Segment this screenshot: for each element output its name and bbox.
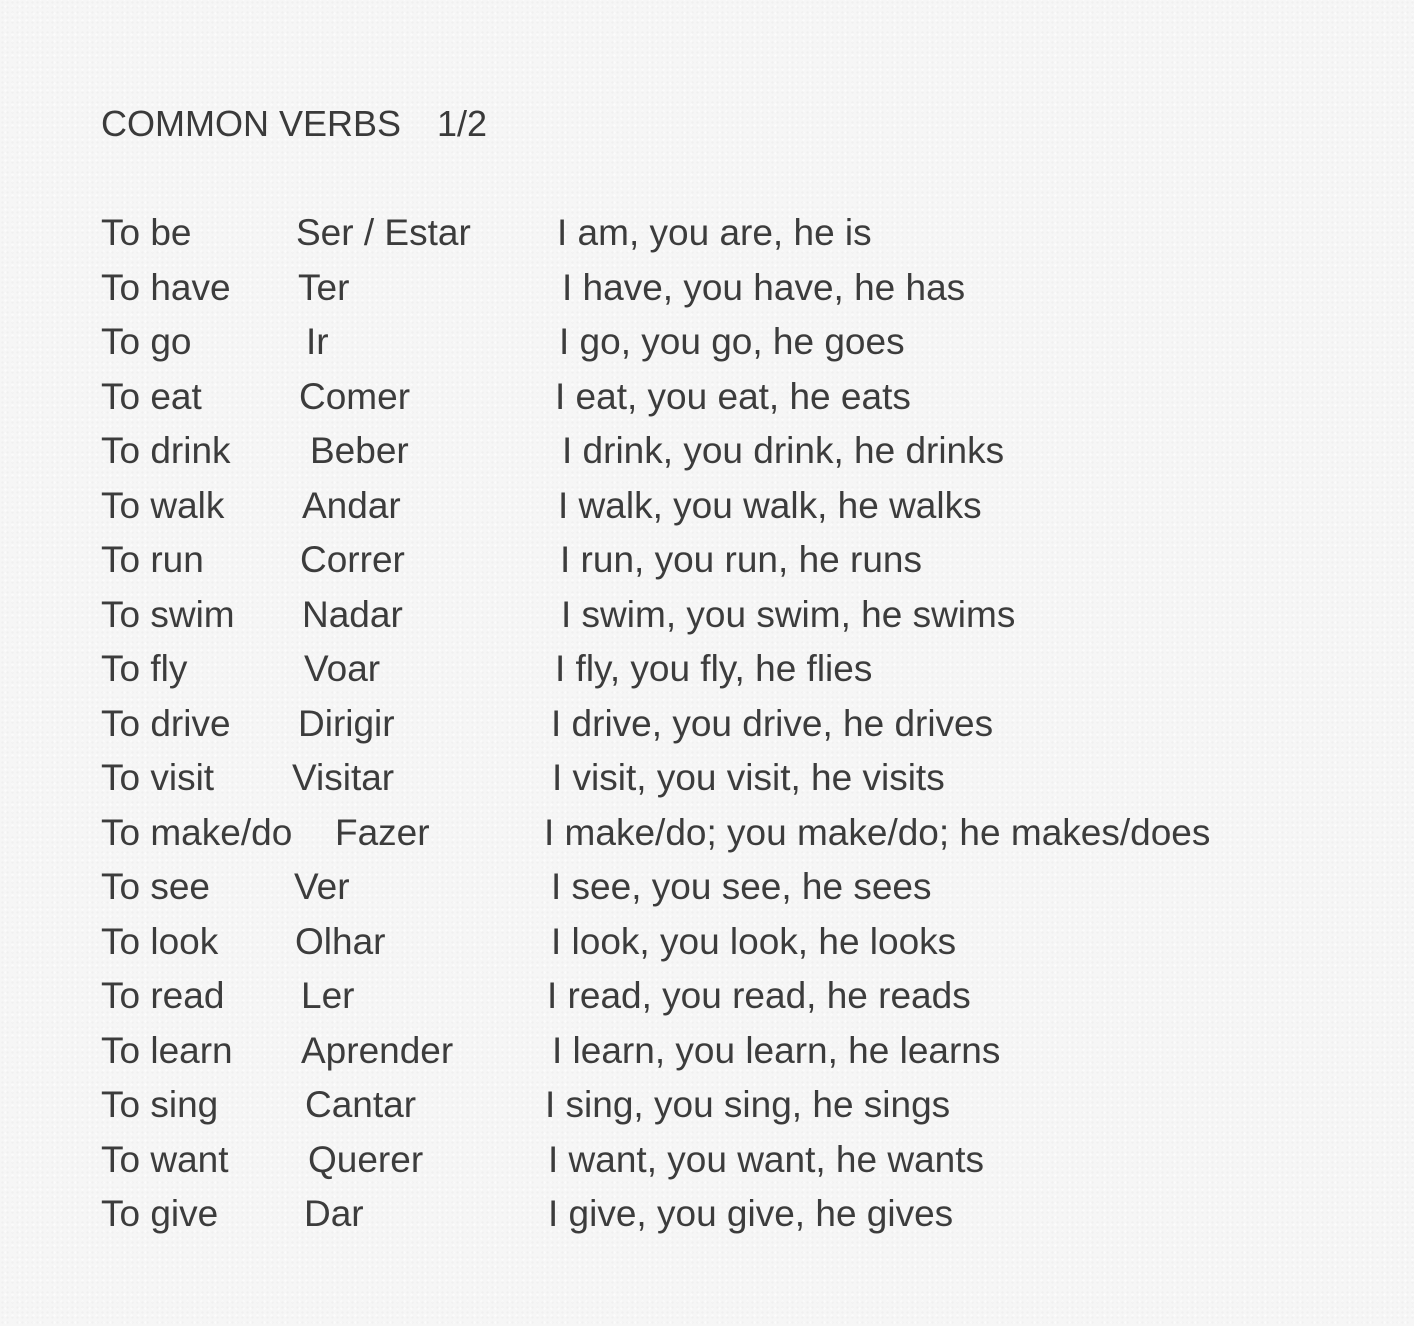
portuguese-verb: Visitar [292,757,395,798]
english-verb: To swim [101,593,235,635]
verb-row [101,588,1331,643]
verb-row [101,261,1331,316]
english-verb: To give [101,1193,219,1234]
english-verb: To have [101,266,231,308]
conjugation: I drive, you drive, he drives [551,702,994,744]
conjugation: I walk, you walk, he walks [558,484,982,526]
verb-row [101,806,1331,861]
conjugation: I learn, you learn, he learns [552,1029,1001,1071]
portuguese-verb: Cantar [305,1084,417,1125]
portuguese-verb: Ler [301,975,355,1016]
verb-row [101,1187,1331,1242]
document-title: COMMON VERBS [101,103,402,144]
conjugation: I sing, you sing, he sings [545,1084,951,1125]
english-verb: To be [101,212,192,253]
english-verb: To drive [101,702,231,744]
verb-row [101,479,1331,534]
verb-row [101,915,1331,970]
page-indicator: 1/2 [437,103,488,144]
conjugation: I swim, you swim, he swims [561,593,1016,635]
conjugation: I have, you have, he has [562,266,966,308]
portuguese-verb: Dar [304,1193,364,1234]
verb-row [101,533,1331,588]
portuguese-verb: Dirigir [298,702,395,744]
verb-row [101,860,1331,915]
portuguese-verb: Voar [304,648,381,689]
verb-row [101,1024,1331,1079]
english-verb: To drink [101,430,231,471]
verb-row [101,315,1331,370]
conjugation: I drink, you drink, he drinks [562,430,1005,471]
portuguese-verb: Aprender [301,1029,454,1071]
portuguese-verb: Comer [299,375,411,417]
english-verb: To read [101,975,225,1016]
english-verb: To visit [101,757,215,798]
english-verb: To want [101,1138,229,1180]
conjugation: I make/do; you make/do; he makes/does [544,811,1211,853]
verb-row [101,697,1331,752]
conjugation: I see, you see, he sees [551,866,932,907]
english-verb: To see [101,866,211,907]
conjugation: I am, you are, he is [557,212,872,253]
conjugation: I go, you go, he goes [559,321,905,362]
conjugation: I give, you give, he gives [548,1193,954,1234]
english-verb: To sing [101,1084,219,1125]
conjugation: I look, you look, he looks [551,920,957,962]
portuguese-verb: Ver [294,866,350,907]
english-verb: To learn [101,1029,233,1071]
portuguese-verb: Ter [298,266,350,308]
portuguese-verb: Olhar [295,920,386,962]
english-verb: To walk [101,484,225,526]
verb-row [101,424,1331,479]
verb-row [101,642,1331,697]
document-header [101,103,487,145]
portuguese-verb: Ser / Estar [296,212,471,253]
portuguese-verb: Beber [310,430,409,471]
verb-row [101,969,1331,1024]
verb-row [101,206,1331,261]
english-verb: To fly [101,648,188,689]
english-verb: To run [101,539,204,580]
portuguese-verb: Ir [306,321,329,362]
portuguese-verb: Correr [300,539,405,580]
conjugation: I visit, you visit, he visits [552,757,945,798]
conjugation: I eat, you eat, he eats [555,375,911,417]
conjugation: I fly, you fly, he flies [555,648,873,689]
verb-row [101,1078,1331,1133]
english-verb: To make/do [101,811,293,853]
portuguese-verb: Nadar [302,593,403,635]
conjugation: I read, you read, he reads [547,975,971,1016]
verb-list [101,206,1331,1242]
portuguese-verb: Fazer [335,811,430,853]
english-verb: To go [101,321,192,362]
verb-row [101,1133,1331,1188]
portuguese-verb: Andar [302,484,401,526]
english-verb: To look [101,920,219,962]
verb-row [101,751,1331,806]
conjugation: I run, you run, he runs [560,539,922,580]
conjugation: I want, you want, he wants [548,1138,985,1180]
portuguese-verb: Querer [308,1138,424,1180]
english-verb: To eat [101,375,202,417]
verb-row [101,370,1331,425]
